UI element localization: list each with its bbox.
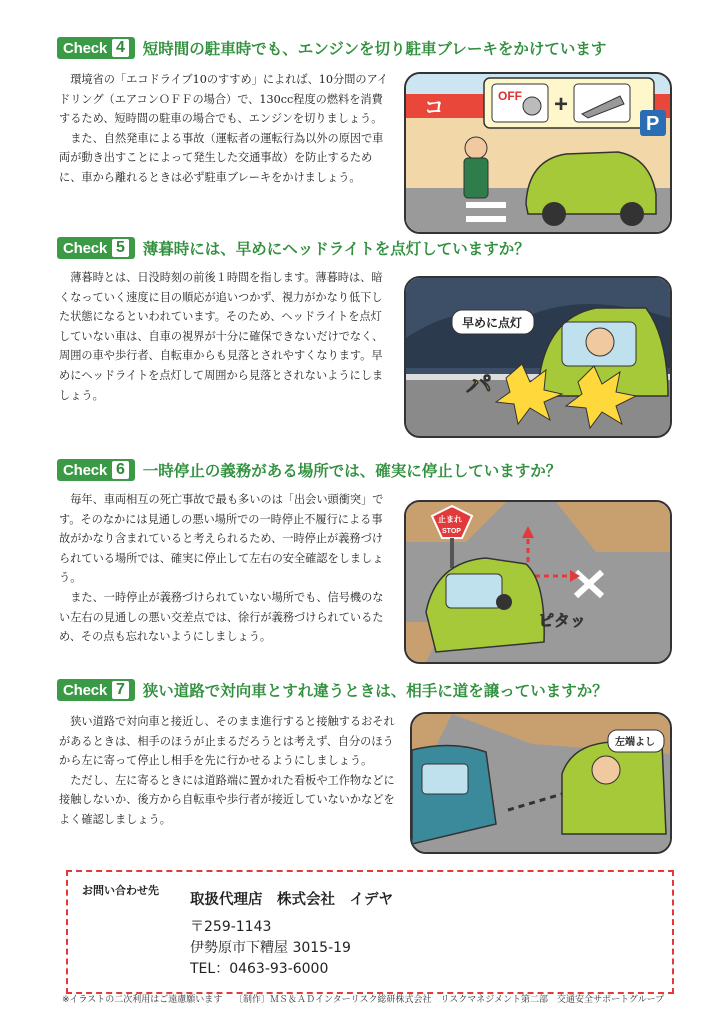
check-body (59, 70, 389, 188)
off-label: OFF (498, 89, 522, 103)
check-6-header (57, 458, 561, 482)
stop-sign-bottom-text: STOP (442, 528, 461, 535)
bubble-text: 早めに点灯 (462, 316, 523, 330)
paragraph: また、一時停止が義務づけられていない場所でも、信号機のない左右の見通しの悪い交差点では、徐行が義務づけられているため、その点も忘れないようにしましょう。 (59, 590, 384, 644)
sfx-text: パ (466, 371, 493, 401)
check-badge (57, 679, 135, 701)
check-7-header (57, 678, 608, 702)
check-4-header (57, 36, 606, 60)
check-number: 4 (112, 39, 129, 57)
check-body (59, 268, 389, 405)
sfx-text: ピタッ (538, 611, 587, 630)
check-badge-label: Check (63, 681, 108, 699)
paragraph: 環境省の「エコドライブ10のすすめ」によれば、10分間のアイドリング（エアコンＯＦＦの場合）で、130cc程度の燃料を消費するため、短時間の駐車の場合でも、エンジンを切りましょう。 (59, 73, 388, 126)
check-title: 薄暮時には、早めにヘッドライトを点灯していますか？ (142, 240, 530, 258)
address: 伊勢原市下糟屋 3015-19 (190, 940, 351, 956)
paragraph: ただし、左に寄るときには道路端に置かれた看板や工作物などに接触しないか、後方から自転車や歩行者が接近していないかなどをよく確認しましょう。 (59, 773, 395, 826)
parking-sign-text: P (646, 113, 660, 135)
check-badge (57, 237, 135, 259)
paragraph: 毎年、車両相互の死亡事故で最も多いのは「出会い頭衝突」です。そのなかには見通しの悪い場所での一時停止不履行による事故がかなり含まれていると考えられるため、一時停止が義務づけられている場所では、確実に停止して左右の安全確認をしましょう。 (59, 493, 384, 585)
check-badge-label: Check (63, 461, 108, 479)
stop-illustration (404, 500, 672, 664)
check-title: 狭い道路で対向車とすれ違うときは、相手に道を譲っていますか？ (142, 682, 608, 700)
store-sign-text: コ (424, 95, 444, 119)
parking-illustration (404, 72, 672, 234)
footer-credit: 〔制作〕ＭＳ＆ＡＤインターリスク総研株式会社 リスクマネジメント第二部 交通安全サポートグループ (234, 995, 665, 1005)
headlight-illustration (404, 276, 672, 438)
check-badge-label: Check (63, 39, 108, 57)
postal-code: 〒259-1143 (190, 919, 272, 935)
check-body (59, 490, 389, 647)
check-number: 7 (112, 681, 129, 699)
check-badge-label: Check (63, 239, 108, 257)
company-name: 取扱代理店 株式会社 イデヤ (190, 892, 393, 908)
check-badge (57, 459, 135, 481)
check-title: 一時停止の義務がある場所では、確実に停止していますか？ (142, 462, 562, 480)
plus-sign: + (554, 91, 569, 118)
contact-label: お問い合わせ先 (82, 884, 159, 897)
check-title: 短時間の駐車時でも、エンジンを切り駐車ブレーキをかけています (142, 40, 607, 58)
paragraph: 薄暮時とは、日没時刻の前後１時間を指します。薄暮時は、暗くなっていく速度に目の順応が追いつかず、視力がかなり低下した状態になるといわれています。そのため、ヘッドライトを点灯していない車は、自車の視界が十分に確保できないだけでなく、周囲の車や歩行者、自転車からも見落とされやすくなります。早めにヘッドライトを点灯して周囲から見落とされないようにしましょう。 (59, 271, 384, 402)
footer-note: ※イラストの二次利用はご遠慮願います (62, 995, 223, 1005)
check-number: 6 (112, 461, 129, 479)
paragraph: また、自然発車による事故（運転者の運転行為以外の原因で車両が動き出すことによって発生した交通事故）を防止するために、車から離れるときは必ず駐車ブレーキをかけましょう。 (59, 131, 384, 184)
paragraph: 狭い道路で対向車と接近し、そのまま進行すると接触するおそれがあるときは、相手のほうが止まるだろうとは考えず、自分のほうから左に寄って停止し相手を先に行かせるようにしましょう。 (59, 715, 395, 768)
stop-sign-top-text: 止まれ (438, 515, 462, 524)
telephone: TEL：0463-93-6000 (190, 961, 329, 977)
bubble-text: 左端よし (615, 737, 655, 748)
check-badge (57, 37, 135, 59)
check-5-header (57, 236, 530, 260)
contact-box (66, 870, 674, 994)
check-number: 5 (112, 239, 129, 257)
narrow-road-illustration (410, 712, 672, 854)
check-body (59, 712, 401, 830)
